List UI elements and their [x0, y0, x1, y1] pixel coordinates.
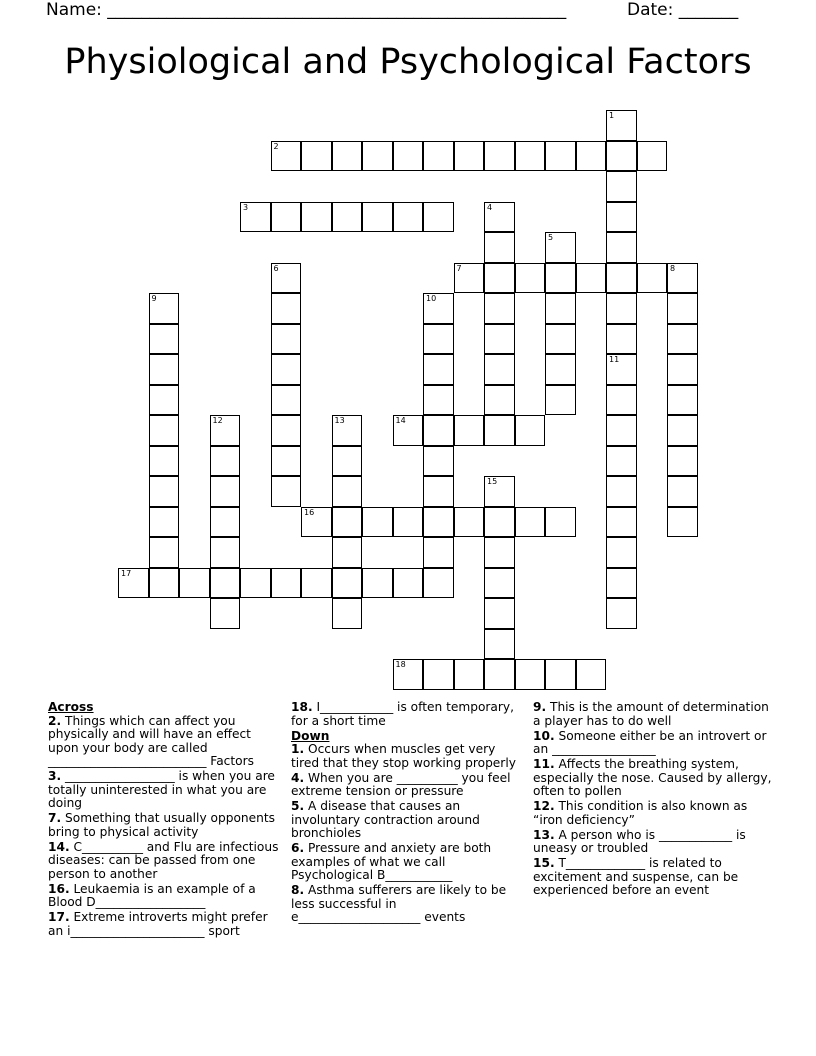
- crossword-cell[interactable]: [210, 507, 241, 538]
- crossword-cell[interactable]: [454, 415, 485, 446]
- crossword-cell[interactable]: [210, 415, 241, 446]
- crossword-cell[interactable]: [271, 354, 302, 385]
- crossword-cell[interactable]: [423, 293, 454, 324]
- clue-text: I____________ is often temporary, for a short time: [291, 700, 514, 728]
- clue-number: 3.: [48, 769, 62, 783]
- crossword-cell[interactable]: [210, 476, 241, 507]
- crossword-cell[interactable]: [484, 385, 515, 416]
- crossword-cell[interactable]: [454, 659, 485, 690]
- crossword-cell[interactable]: [484, 537, 515, 568]
- cell-number: 2: [273, 141, 279, 151]
- crossword-cell[interactable]: [454, 507, 485, 538]
- crossword-cell[interactable]: [271, 415, 302, 446]
- crossword-cell[interactable]: [606, 354, 637, 385]
- clue-text: T_____________ is related to excitement and suspense, can be experienced before an event: [533, 856, 739, 897]
- crossword-cell[interactable]: [484, 598, 515, 629]
- crossword-cell[interactable]: [515, 415, 546, 446]
- cell-number: 9: [151, 294, 157, 303]
- crossword-cell[interactable]: [149, 476, 180, 507]
- crossword-cell[interactable]: [149, 385, 180, 416]
- clue-text: Someone either be an introvert or an _________________: [533, 728, 767, 756]
- crossword-cell[interactable]: [545, 232, 576, 263]
- clue-item: [48, 812, 283, 839]
- crossword-cell[interactable]: [667, 293, 698, 324]
- crossword-cell[interactable]: [484, 141, 515, 172]
- crossword-cell[interactable]: [271, 476, 302, 507]
- cell-number: 13: [334, 416, 345, 425]
- clue-item: [533, 758, 773, 799]
- crossword-cell[interactable]: [301, 568, 332, 599]
- clue-number: 13.: [533, 827, 555, 842]
- cell-number: 5: [548, 233, 554, 242]
- crossword-cell[interactable]: [332, 141, 363, 172]
- crossword-cell[interactable]: [667, 415, 698, 446]
- clue-text: A disease that causes an involuntary contraction around bronchioles: [291, 799, 480, 840]
- crossword-cell[interactable]: [606, 446, 637, 477]
- cell-number: 10: [426, 294, 437, 303]
- crossword-cell[interactable]: [271, 293, 302, 324]
- clues-column-1: [48, 701, 283, 940]
- crossword-cell[interactable]: [301, 141, 332, 172]
- crossword-cell[interactable]: [393, 568, 424, 599]
- crossword-cell[interactable]: [423, 568, 454, 599]
- crossword-cell[interactable]: [301, 202, 332, 233]
- clue-item: [533, 730, 773, 757]
- clues-column-2: [291, 701, 526, 926]
- crossword-cell[interactable]: [423, 415, 454, 446]
- clue-item: [291, 772, 526, 799]
- crossword-cell[interactable]: [332, 568, 363, 599]
- clue-number: 6.: [291, 841, 305, 855]
- clue-text: When you are __________ you feel extreme tension or pressure: [291, 770, 511, 798]
- crossword-cell[interactable]: [606, 324, 637, 355]
- crossword-cell[interactable]: [454, 141, 485, 172]
- crossword-cell[interactable]: [210, 568, 241, 599]
- crossword-cell[interactable]: [332, 537, 363, 568]
- clue-number: 2.: [48, 713, 62, 728]
- crossword-cell[interactable]: [667, 263, 698, 294]
- crossword-cell[interactable]: [515, 141, 546, 172]
- clue-number: 8.: [291, 883, 305, 897]
- cell-number: 12: [212, 416, 223, 425]
- cell-number: 7: [456, 263, 462, 273]
- crossword-cell[interactable]: [606, 263, 637, 294]
- crossword-cell[interactable]: [515, 263, 546, 294]
- crossword-cell[interactable]: [545, 263, 576, 294]
- crossword-cell[interactable]: [423, 324, 454, 355]
- crossword-cell[interactable]: [423, 659, 454, 690]
- crossword-cell[interactable]: [484, 293, 515, 324]
- clue-text: This is the amount of determination a player has to do well: [533, 700, 769, 728]
- crossword-cell[interactable]: [271, 385, 302, 416]
- clues-column-3: [533, 701, 773, 899]
- crossword-cell[interactable]: [545, 293, 576, 324]
- crossword-cell[interactable]: [576, 141, 607, 172]
- crossword-cell[interactable]: [423, 507, 454, 538]
- cell-number: 4: [487, 202, 493, 212]
- crossword-cell[interactable]: [210, 537, 241, 568]
- crossword-cell[interactable]: [149, 568, 180, 599]
- crossword-cell[interactable]: [423, 537, 454, 568]
- clue-number: 12.: [533, 799, 555, 813]
- crossword-cell[interactable]: [271, 141, 302, 172]
- clue-number: 7.: [48, 811, 62, 825]
- crossword-cell[interactable]: [606, 385, 637, 416]
- crossword-cell[interactable]: [484, 659, 515, 690]
- clue-item: [533, 857, 773, 898]
- crossword-cell[interactable]: [393, 141, 424, 172]
- crossword-cell[interactable]: [423, 354, 454, 385]
- cell-number: 16: [304, 507, 315, 517]
- cell-number: 14: [395, 416, 406, 425]
- crossword-cell[interactable]: [606, 476, 637, 507]
- clue-number: 15.: [533, 856, 555, 870]
- crossword-cell[interactable]: [393, 507, 424, 538]
- crossword-cell[interactable]: [484, 568, 515, 599]
- clue-text: Things which can affect you physically and will have an effect upon your body are called __________________________ Factors: [48, 713, 254, 768]
- crossword-cell[interactable]: [606, 293, 637, 324]
- clue-item: [291, 842, 526, 883]
- clue-number: 14.: [48, 839, 70, 854]
- crossword-cell[interactable]: [271, 263, 302, 294]
- clue-text: C__________ and Flu are infectious diseases: can be passed from one person to another: [48, 839, 279, 881]
- crossword-cell[interactable]: [149, 324, 180, 355]
- crossword-cell[interactable]: [667, 446, 698, 477]
- name-field[interactable]: Name: ______________________________________________________: [46, 0, 567, 20]
- crossword-cell[interactable]: [149, 507, 180, 538]
- crossword-cell[interactable]: [332, 446, 363, 477]
- clue-item: [533, 829, 773, 856]
- clue-number: 17.: [48, 910, 70, 924]
- clue-text: Affects the breathing system, especially the nose. Caused by allergy, often to pollen: [533, 757, 772, 798]
- clue-item: [291, 743, 526, 770]
- crossword-cell[interactable]: [576, 263, 607, 294]
- crossword-cell[interactable]: [240, 568, 271, 599]
- crossword-cell[interactable]: [606, 507, 637, 538]
- clue-item: [291, 800, 526, 841]
- crossword-cell[interactable]: [484, 324, 515, 355]
- crossword-cell[interactable]: [423, 446, 454, 477]
- crossword-cell[interactable]: [332, 202, 363, 233]
- crossword-cell[interactable]: [423, 141, 454, 172]
- crossword-cell[interactable]: [149, 537, 180, 568]
- crossword-cell[interactable]: [667, 507, 698, 538]
- clue-text: Extreme introverts might prefer an i______________________ sport: [48, 910, 268, 938]
- clue-text: A person who is ____________ is uneasy or troubled: [533, 827, 746, 855]
- crossword-cell[interactable]: [606, 171, 637, 202]
- crossword-cell[interactable]: [667, 354, 698, 385]
- clue-item: [48, 715, 283, 769]
- clue-number: 4.: [291, 770, 305, 785]
- cell-number: 6: [273, 263, 279, 273]
- date-field[interactable]: Date: _______: [627, 0, 739, 20]
- clue-item: [48, 883, 283, 910]
- crossword-cell[interactable]: [271, 446, 302, 477]
- clue-item: [48, 911, 283, 938]
- clue-number: 18.: [291, 700, 313, 714]
- crossword-cell[interactable]: [362, 568, 393, 599]
- crossword-cell[interactable]: [606, 232, 637, 263]
- clue-item: [291, 701, 526, 728]
- crossword-cell[interactable]: [667, 385, 698, 416]
- crossword-cell[interactable]: [484, 232, 515, 263]
- cell-number: 1: [609, 111, 615, 120]
- crossword-cell[interactable]: [393, 659, 424, 690]
- crossword-cell[interactable]: [606, 568, 637, 599]
- crossword-cell[interactable]: [362, 202, 393, 233]
- crossword-cell[interactable]: [210, 446, 241, 477]
- crossword-cell[interactable]: [332, 476, 363, 507]
- crossword-cell[interactable]: [545, 324, 576, 355]
- crossword-cell[interactable]: [454, 263, 485, 294]
- clue-text: Asthma sufferers are likely to be less successful in e____________________ events: [291, 883, 507, 924]
- cell-number: 8: [670, 263, 676, 273]
- crossword-cell[interactable]: [484, 507, 515, 538]
- crossword-cell[interactable]: [332, 598, 363, 629]
- crossword-cell[interactable]: [515, 507, 546, 538]
- crossword-cell[interactable]: [179, 568, 210, 599]
- clue-item: [48, 770, 283, 811]
- crossword-cell[interactable]: [545, 354, 576, 385]
- crossword-cell[interactable]: [667, 324, 698, 355]
- clue-number: 1.: [291, 742, 305, 756]
- crossword-cell[interactable]: [393, 202, 424, 233]
- cell-number: 18: [395, 660, 406, 669]
- clue-text: Leukaemia is an example of a Blood D__________________: [48, 881, 256, 909]
- crossword-cell[interactable]: [484, 415, 515, 446]
- crossword-cell[interactable]: [240, 202, 271, 233]
- crossword-cell[interactable]: [271, 324, 302, 355]
- clue-item: [291, 884, 526, 925]
- crossword-cell[interactable]: [362, 141, 393, 172]
- down-heading: Down: [291, 728, 330, 743]
- cell-number: 3: [243, 202, 249, 212]
- clue-item: [533, 800, 773, 827]
- clue-item: [48, 841, 283, 882]
- crossword-cell[interactable]: [545, 141, 576, 172]
- crossword-cell[interactable]: [576, 659, 607, 690]
- clue-number: 9.: [533, 700, 547, 714]
- crossword-cell[interactable]: [515, 659, 546, 690]
- crossword-cell[interactable]: [271, 202, 302, 233]
- crossword-cell[interactable]: [484, 476, 515, 507]
- clue-text: Something that usually opponents bring to physical activity: [48, 811, 275, 839]
- crossword-cell[interactable]: [606, 141, 637, 172]
- crossword-cell[interactable]: [484, 263, 515, 294]
- crossword-cell[interactable]: [606, 110, 637, 141]
- crossword-cell[interactable]: [545, 659, 576, 690]
- crossword-cell[interactable]: [118, 568, 149, 599]
- crossword-cell[interactable]: [545, 385, 576, 416]
- crossword-cell[interactable]: [423, 385, 454, 416]
- crossword-cell[interactable]: [423, 202, 454, 233]
- crossword-cell[interactable]: [332, 415, 363, 446]
- crossword-cell[interactable]: [149, 415, 180, 446]
- crossword-cell[interactable]: [332, 507, 363, 538]
- crossword-cell[interactable]: [606, 537, 637, 568]
- clue-item: [533, 701, 773, 728]
- crossword-cell[interactable]: [393, 415, 424, 446]
- page-title: Physiological and Psychological Factors: [64, 42, 752, 82]
- crossword-cell[interactable]: [606, 202, 637, 233]
- cell-number: 17: [121, 568, 132, 578]
- clue-text: This condition is also known as “iron deficiency”: [533, 799, 748, 827]
- crossword-cell[interactable]: [637, 263, 668, 294]
- clue-number: 10.: [533, 728, 555, 743]
- crossword-cell[interactable]: [484, 629, 515, 660]
- clue-text: Occurs when muscles get very tired that they stop working properly: [291, 742, 516, 770]
- clue-text: __________________ is when you are totally uninterested in what you are doing: [48, 769, 275, 810]
- clue-text: Pressure and anxiety are both examples of what we call Psychological B___________: [291, 841, 492, 882]
- crossword-cell[interactable]: [667, 476, 698, 507]
- crossword-cell[interactable]: [271, 568, 302, 599]
- crossword-cell[interactable]: [362, 507, 393, 538]
- crossword-cell[interactable]: [606, 598, 637, 629]
- crossword-cell[interactable]: [484, 354, 515, 385]
- crossword-cell[interactable]: [301, 507, 332, 538]
- crossword-cell[interactable]: [210, 598, 241, 629]
- crossword-cell[interactable]: [606, 415, 637, 446]
- crossword-cell[interactable]: [423, 476, 454, 507]
- across-heading: Across: [48, 700, 94, 714]
- cell-number: 15: [487, 477, 498, 486]
- clue-number: 11.: [533, 757, 555, 771]
- crossword-cell[interactable]: [149, 293, 180, 324]
- crossword-cell[interactable]: [149, 446, 180, 477]
- crossword-cell[interactable]: [545, 507, 576, 538]
- cell-number: 11: [609, 355, 620, 364]
- crossword-cell[interactable]: [637, 141, 668, 172]
- crossword-cell[interactable]: [149, 354, 180, 385]
- clue-number: 16.: [48, 881, 70, 896]
- crossword-cell[interactable]: [484, 202, 515, 233]
- clue-number: 5.: [291, 799, 305, 813]
